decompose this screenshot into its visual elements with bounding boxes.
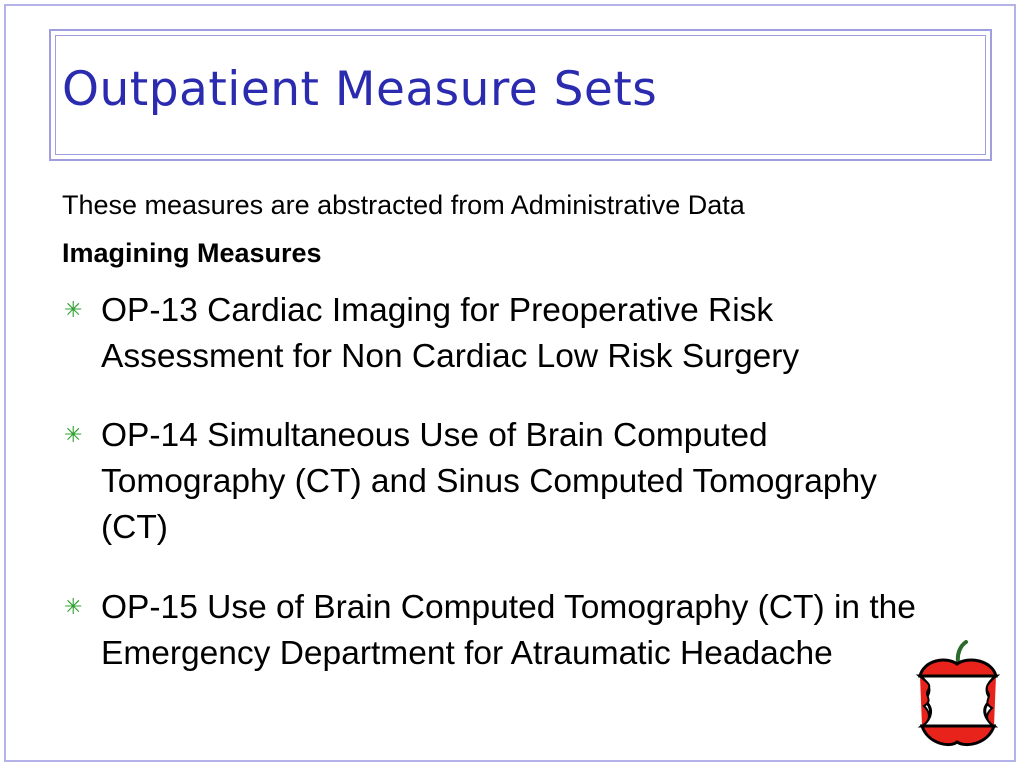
asterisk-bullet-icon: ✳ [64, 422, 83, 447]
list-item-text: OP-13 Cardiac Imaging for Preoperative Risk Assessment for Non Cardiac Low Risk Surgery [101, 292, 800, 375]
list-item [62, 288, 942, 380]
apple-core-icon [910, 640, 1005, 750]
list-item-text: OP-14 Simultaneous Use of Brain Computed Tomography (CT) and Sinus Computed Tomography (CT) [101, 417, 877, 546]
section-heading: Imagining Measures [62, 238, 322, 268]
list-item-text: OP-15 Use of Brain Computed Tomography (CT) in the Emergency Department for Atraumatic Headache [101, 589, 916, 672]
asterisk-bullet-icon: ✳ [64, 297, 83, 322]
list-item [62, 413, 942, 551]
list-item [62, 585, 942, 677]
measure-list [62, 288, 942, 710]
asterisk-bullet-icon: ✳ [64, 594, 83, 619]
slide-subtitle: These measures are abstracted from Administrative Data [62, 190, 745, 220]
slide-title: Outpatient Measure Sets [62, 62, 658, 117]
